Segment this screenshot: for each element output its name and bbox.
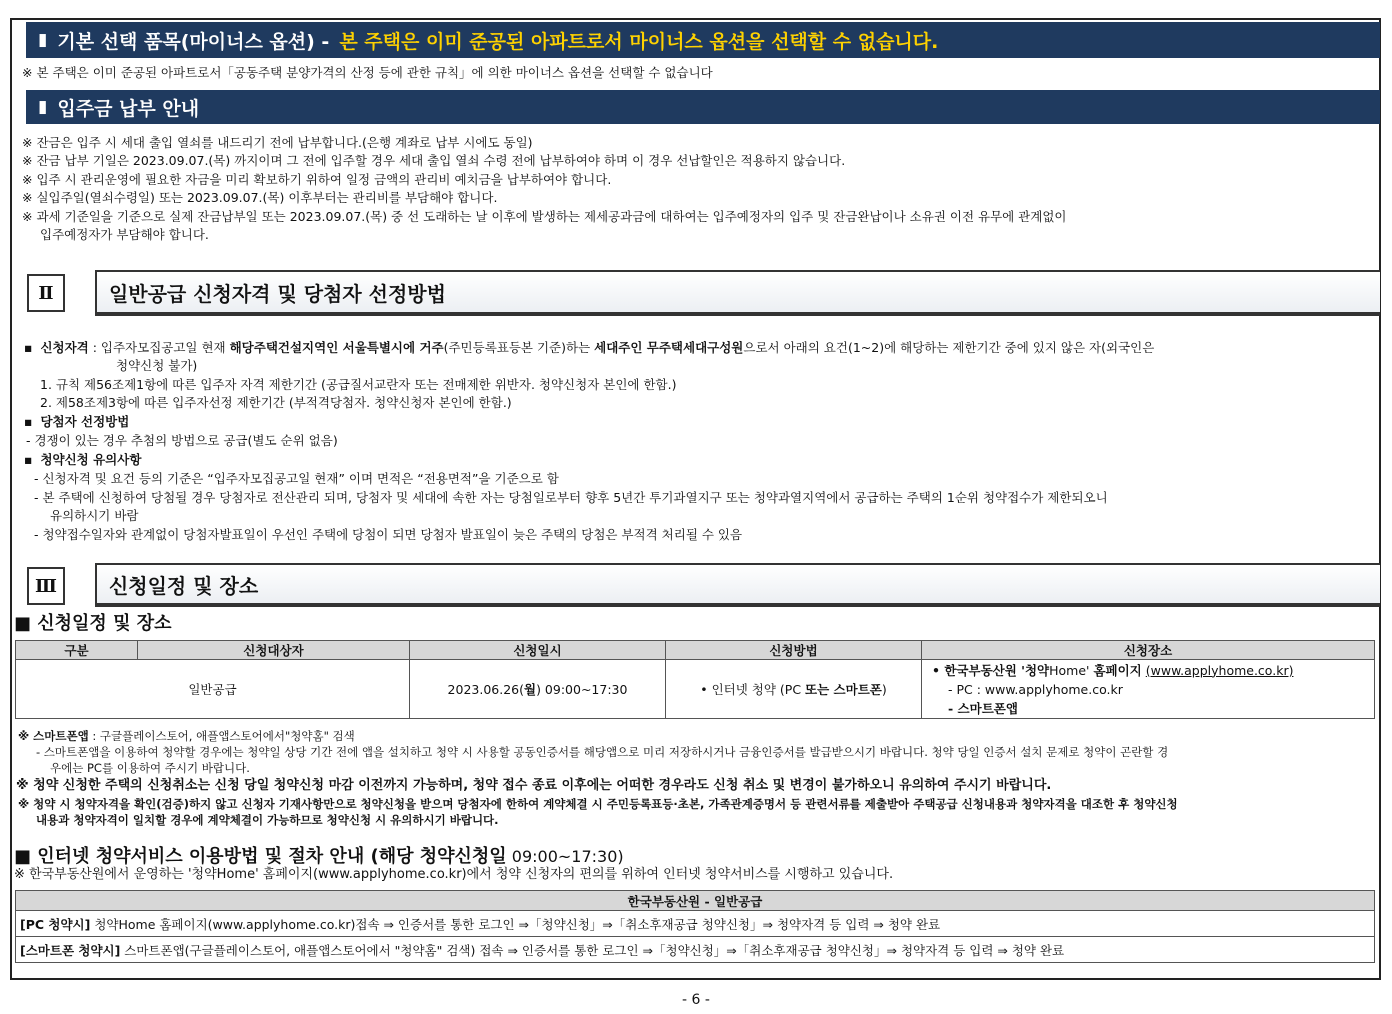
schedule-table [15, 640, 1375, 719]
location-org: • 한국부동산원 '청약 [932, 662, 1050, 678]
procedure-mobile-label: [스마트폰 청약시] [20, 942, 121, 958]
schedule-location [922, 660, 1375, 719]
winner-selection-heading [24, 413, 129, 431]
caution-line: - 본 주택에 신청하여 당첨될 경우 당첨자로 전산관리 되며, 당첨자 및 세대에 속한 자는 당첨일로부터 향후 5년간 투기과열지구 또는 청약과열지역에서 공급하는 주택의 1순위 청약접수가 제한되오니 [34, 490, 1108, 505]
section-2-number: Ⅱ [27, 274, 65, 312]
section-3-header [27, 563, 1380, 607]
schedule-target: 일반공급 [16, 660, 410, 719]
column-header: 구분 [16, 641, 138, 660]
caution-line: - 신청자격 및 요건 등의 기준은 “입주자모집공고일 현재” 이며 면적은 “전용면적”을 기준으로 함 [34, 471, 559, 486]
procedure-header-row [16, 891, 1375, 911]
procedure-mobile-text: 스마트폰앱(구글플레이스토어, 애플앱스토어에서 "청약홈" 검색) 접속 ⇒ 인증서를 통한 로그인 ⇒「청약신청」⇒「취소후재공급 청약신청」⇒ 청약자격 등 입력 ⇒ 청약 완료 [120, 942, 1065, 958]
qualification-household: 세대주인 무주택세대구성원 [594, 340, 744, 355]
procedure-pc-label: [PC 청약시] [20, 916, 91, 932]
qualification-text: (주민등록표등본 기준)하는 [443, 340, 595, 355]
option-section-highlight: 본 주택은 이미 준공된 아파트로서 마이너스 옵션을 선택할 수 없습니다. [339, 30, 939, 53]
bar-marker: ▮ [38, 97, 48, 117]
app-note-detail: 우에는 PC를 이용하여 주시기 바랍니다. [50, 761, 250, 775]
section-2-header [27, 270, 1380, 316]
caution-line: 유의하시기 바람 [50, 508, 139, 523]
schedule-date [410, 660, 666, 719]
option-note: ※ 본 주택은 이미 준공된 아파트로서「공동주택 분양가격의 산정 등에 관한 규칙」에 의한 마이너스 옵션을 선택할 수 없습니다 [22, 65, 713, 80]
winner-selection-label: 당첨자 선정방법 [40, 414, 130, 429]
section-3-number: Ⅲ [27, 567, 65, 605]
bullet: ▪ [24, 340, 33, 355]
qualification-label: 신청자격 [40, 340, 89, 355]
schedule-heading: ■ 신청일정 및 장소 [14, 613, 172, 634]
qualification-item: 1. 규칙 제56조제1항에 따른 입주자 자격 제한기간 (공급질서교란자 또는 전매제한 위반자. 청약신청자 본인에 한함.) [40, 377, 677, 392]
payment-note: ※ 잔금 납부 기일은 2023.09.07.(목) 까지이며 그 전에 입주할 경우 세대 출입 열쇠 수령 전에 납부하여야 하며 이 경우 선납할인은 적용하지 않습니다. [22, 153, 846, 168]
procedure-table [15, 890, 1375, 963]
payment-note: ※ 과세 기준일을 기준으로 실제 잔금납부일 또는 2023.09.07.(목) 중 선 도래하는 날 이후에 발생하는 제세공과금에 대하여는 입주예정자의 입주 및 잔금완납이나 소유권 이전 유무에 관계없이 [22, 209, 1067, 224]
column-header: 신청대상자 [138, 641, 410, 660]
payment-note: 입주예정자가 부담해야 합니다. [40, 227, 209, 242]
bullet: ▪ [24, 452, 33, 467]
qualification-region: 해당주택건설지역인 서울특별시에 거주 [229, 340, 444, 355]
section-3-title: 신청일정 및 장소 [95, 563, 1380, 607]
applyhome-link[interactable]: (www.applyhome.co.kr) [1145, 662, 1294, 678]
app-note-detail: - 스마트폰앱을 이용하여 청약할 경우에는 청약일 상당 기간 전에 앱을 설치하고 청약 시 사용할 공동인증서를 해당앱으로 미리 저장하시거나 금융인증서를 발급받으시기 바랍니다. 청약 당일 인증서 설치 문제로 청약이 곤란할 경 [36, 745, 1169, 759]
location-mobile: - 스마트폰앱 [948, 700, 1018, 716]
procedure-header: 한국부동산원 - 일반공급 [16, 891, 1375, 911]
caution-line: - 청약접수일자와 관계없이 당첨자발표일이 우선인 주택에 당첨이 되면 당첨자 발표일이 늦은 주택의 당첨은 부적격 처리될 수 있음 [34, 527, 743, 542]
internet-note: ※ 한국부동산원에서 운영하는 '청약Home' 홈페이지(www.applyhome.co.kr)에서 청약 신청자의 편의를 위하여 인터넷 청약서비스를 시행하고 있습니다. [14, 867, 894, 882]
procedure-pc [16, 911, 1375, 937]
bullet: ▪ [24, 414, 33, 429]
date-weekday: 월 [524, 682, 537, 697]
caution-heading [24, 451, 141, 469]
location-org: Home' [1049, 662, 1094, 678]
procedure-mobile [16, 937, 1375, 963]
qualification-text: : 입주자모집공고일 현재 [88, 340, 230, 355]
bar-marker: ▮ [38, 30, 48, 50]
app-note-label: ※ 스마트폰앱 [18, 729, 89, 743]
section-2-title: 일반공급 신청자격 및 당첨자 선정방법 [95, 270, 1380, 316]
procedure-row [16, 937, 1375, 963]
date-text: 2023.06.26( [447, 682, 524, 697]
payment-note: ※ 실입주일(열쇠수령일) 또는 2023.09.07.(목) 이후부터는 관리비를 부담해야 합니다. [22, 190, 498, 205]
column-header: 신청일시 [410, 641, 666, 660]
location-pc: - PC : www.applyhome.co.kr [948, 681, 1123, 697]
payment-section-bar [26, 90, 1380, 124]
option-section-title: 기본 선택 품목(마이너스 옵션) - [57, 30, 330, 53]
winner-selection-line: - 경쟁이 있는 경우 추첨의 방법으로 공급(별도 순위 없음) [26, 433, 338, 448]
method-text: • 인터넷 청약 (PC [700, 682, 806, 697]
caution-label: 청약신청 유의사항 [40, 452, 142, 467]
payment-note: ※ 입주 시 관리운영에 필요한 자금을 미리 확보하기 위하여 일정 금액의 관리비 예치금을 납부하여야 합니다. [22, 172, 612, 187]
date-time: ) 09:00~17:30 [536, 682, 628, 697]
schedule-row [16, 660, 1375, 719]
column-header: 신청장소 [922, 641, 1375, 660]
verify-note: ※ 청약 시 청약자격을 확인(검증)하지 않고 신청자 기재사항만으로 청약신청을 받으며 당첨자에 한하여 계약체결 시 주민등록표등·초본, 가족관계증명서 등 관련서류를 제출받아 주택공급 신청내용과 청약자격을 대조한 후 청약신청 [18, 797, 1178, 811]
qualification-text: 으로서 아래의 요건(1~2)에 해당하는 제한기간 중에 있지 않은 자(외국인은 [743, 340, 1155, 355]
column-header: 신청방법 [666, 641, 922, 660]
qualification-item: 2. 제58조제3항에 따른 입주자선정 제한기간 (부적격당첨자. 청약신청자 본인에 한함.) [40, 395, 512, 410]
page-number: - 6 - [682, 992, 710, 1008]
method-mobile: 또는 스마트폰 [805, 682, 882, 697]
payment-note: ※ 잔금은 입주 시 세대 출입 열쇠를 내드리기 전에 납부합니다.(은행 계좌로 납부 시에도 동일) [22, 135, 533, 150]
internet-heading [14, 842, 624, 868]
internet-heading-text: ■ 인터넷 청약서비스 이용방법 및 절차 안내 (해당 청약신청일 [14, 846, 507, 867]
schedule-method [666, 660, 922, 719]
internet-heading-time: 09:00~17:30) [506, 847, 624, 866]
payment-section-title: 입주금 납부 안내 [57, 97, 200, 120]
cancel-note: ※ 청약 신청한 주택의 신청취소는 신청 당일 청약신청 마감 이전까지 가능하며, 청약 접수 종료 이후에는 어떠한 경우라도 신청 취소 및 변경이 불가하오니 유의하여 주시기 바랍니다. [16, 778, 1052, 793]
option-section-bar [26, 22, 1380, 58]
procedure-row [16, 911, 1375, 937]
procedure-pc-text: 청약Home 홈페이지(www.applyhome.co.kr)접속 ⇒ 인증서를 통한 로그인 ⇒「청약신청」⇒「취소후재공급 청약신청」⇒ 청약자격 등 입력 ⇒ 청약 완료 [90, 916, 941, 932]
method-text: ) [881, 682, 887, 697]
verify-note: 내용과 청약자격이 일치할 경우에 계약체결이 가능하므로 청약신청 시 유의하시기 바랍니다. [36, 813, 499, 827]
schedule-header-row [16, 641, 1375, 660]
location-org: 홈페이지 [1093, 662, 1142, 678]
qualification-line [24, 339, 1154, 357]
app-note-text: : 구글플레이스토어, 애플앱스토어에서"청약홈" 검색 [88, 729, 355, 743]
qualification-continued: 청약신청 불가) [116, 358, 198, 373]
